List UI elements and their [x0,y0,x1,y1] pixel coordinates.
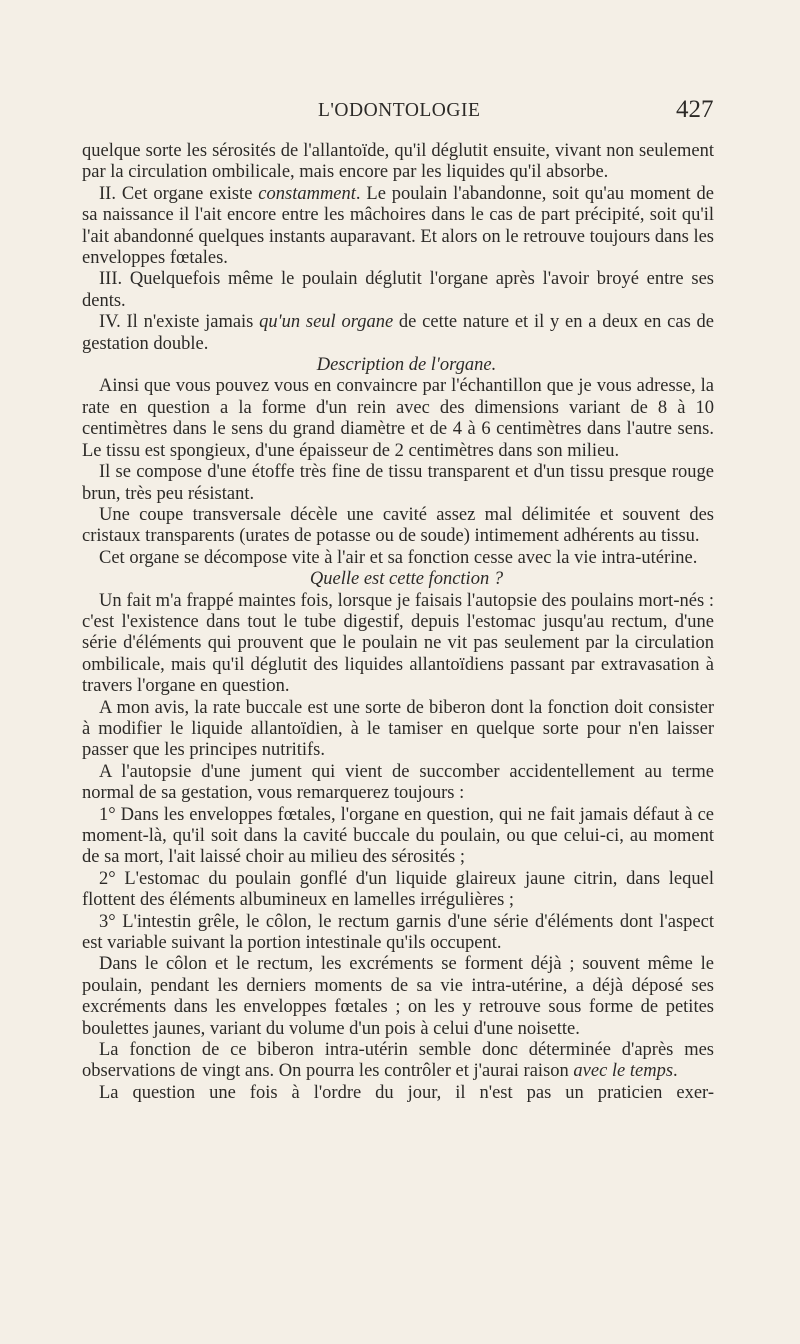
paragraph: A mon avis, la rate buccale est une sorte de biberon dont la fonction doit consister à modifier le liquide allantoïdien, à le tamiser en quelque sorte pour n'en laisser passer que les principes nutritifs. [82,697,714,761]
paragraph: quelque sorte les sérosités de l'allantoïde, qu'il déglutit ensuite, vivant non seulement par la circulation ombilicale, mais encore par les liquides qu'il absorbe. [82,141,714,183]
paragraph: Une coupe transversale décèle une cavité assez mal délimitée et souvent des cristaux transparents (urates de potasse ou de soude) intimement adhérents au tissu. [82,504,714,547]
paragraph: Dans le côlon et le rectum, les excréments se forment déjà ; souvent même le poulain, pendant les derniers moments de sa vie intra-utérine, a déjà déposé ses excréments dans les enveloppes fœtales ; on les y retrouve sous forme de petites boulettes jaunes, variant du volume d'un pois à celui d'une noisette. [82,954,714,1039]
emphasis: constamment [258,183,356,204]
paragraph: A l'autopsie d'une jument qui vient de succomber accidentellement au terme normal de sa gestation, vous remarquerez toujours : [82,761,714,804]
page-number: 427 [676,96,714,123]
emphasis: qu'un seul organe [259,312,394,333]
paragraph [82,1040,714,1083]
text-run: . [673,1061,678,1082]
paragraph [82,312,714,355]
paragraph: Cet organe se décompose vite à l'air et sa fonction cesse avec la vie intra-utérine. [99,547,698,568]
page-body [82,141,714,1104]
emphasis: avec le temps [573,1061,674,1082]
running-title: L'ODONTOLOGIE [318,100,481,121]
paragraph: Ainsi que vous pouvez vous en convaincre par l'échantillon que je vous adresse, la rate en question a la forme d'un rein avec des dimensions variant de 8 à 10 centimètres dans le sens du grand diamètre et de 4 à 6 centimètres dans l'autre sens. Le tissu est spongieux, d'une épaisseur de 2 centimètres dans son milieu. [82,376,714,461]
paragraph: 2° L'estomac du poulain gonflé d'un liquide glaireux jaune citrin, dans lequel flottent des éléments albumineux en lamelles irrégulières ; [82,868,714,911]
page-header [0,96,800,134]
section-heading: Quelle est cette fonction ? [309,569,504,590]
text-run: de cette nature et il y en a deux en cas de gestation double. [82,312,715,354]
paragraph: III. Quelquefois même le poulain déglutit l'organe après l'avoir broyé entre ses dents. [82,269,714,311]
paragraph: Il se compose d'une étoffe très fine de tissu transparent et d'un tissu presque rouge brun, très peu résistant. [82,462,714,504]
paragraph: Un fait m'a frappé maintes fois, lorsque je faisais l'autopsie des poulains mort-nés : c'est l'existence dans tout le tube digestif, depuis l'estomac jusqu'au rectum, d'une série d'éléments qui prouvent que le poulain ne vit pas seulement par la circulation ombilicale, mais qu'il déglutit des liquides allantoïdiens passant par extravasation à travers l'organe en question. [82,590,714,697]
paragraph: La question une fois à l'ordre du jour, il n'est pas un praticien exer- [99,1082,714,1103]
paragraph: 1° Dans les enveloppes fœtales, l'organe en question, qui ne fait jamais défaut à ce moment-là, qu'il soit dans la cavité buccale du poulain, ou que celui-ci, au moment de sa mort, l'ait laissé choir au milieu des sérosités ; [82,804,714,868]
text-run: . Le poulain l'abandonne, soit qu'au moment de sa naissance il l'ait encore entre les mâchoires dans le cas de part précipité, soit qu'il l'ait abandonné quelques instants auparavant. Et alors on le retrouve toujours dans les enveloppes fœtales. [82,183,714,269]
text-run: La fonction de ce biberon intra-utérin semble donc déterminée d'après mes observations de vingt ans. On pourra les contrôler et j'aurai raison [82,1040,714,1082]
text-run: IV. Il n'existe jamais [99,312,260,333]
section-heading: Description de l'organe. [316,355,497,376]
paragraph: 3° L'intestin grêle, le côlon, le rectum garnis d'une série d'éléments dont l'aspect est variable suivant la portion intestinale qu'ils occupent. [82,911,714,954]
paragraph [82,184,714,270]
text-run: II. Cet organe existe [99,183,259,204]
